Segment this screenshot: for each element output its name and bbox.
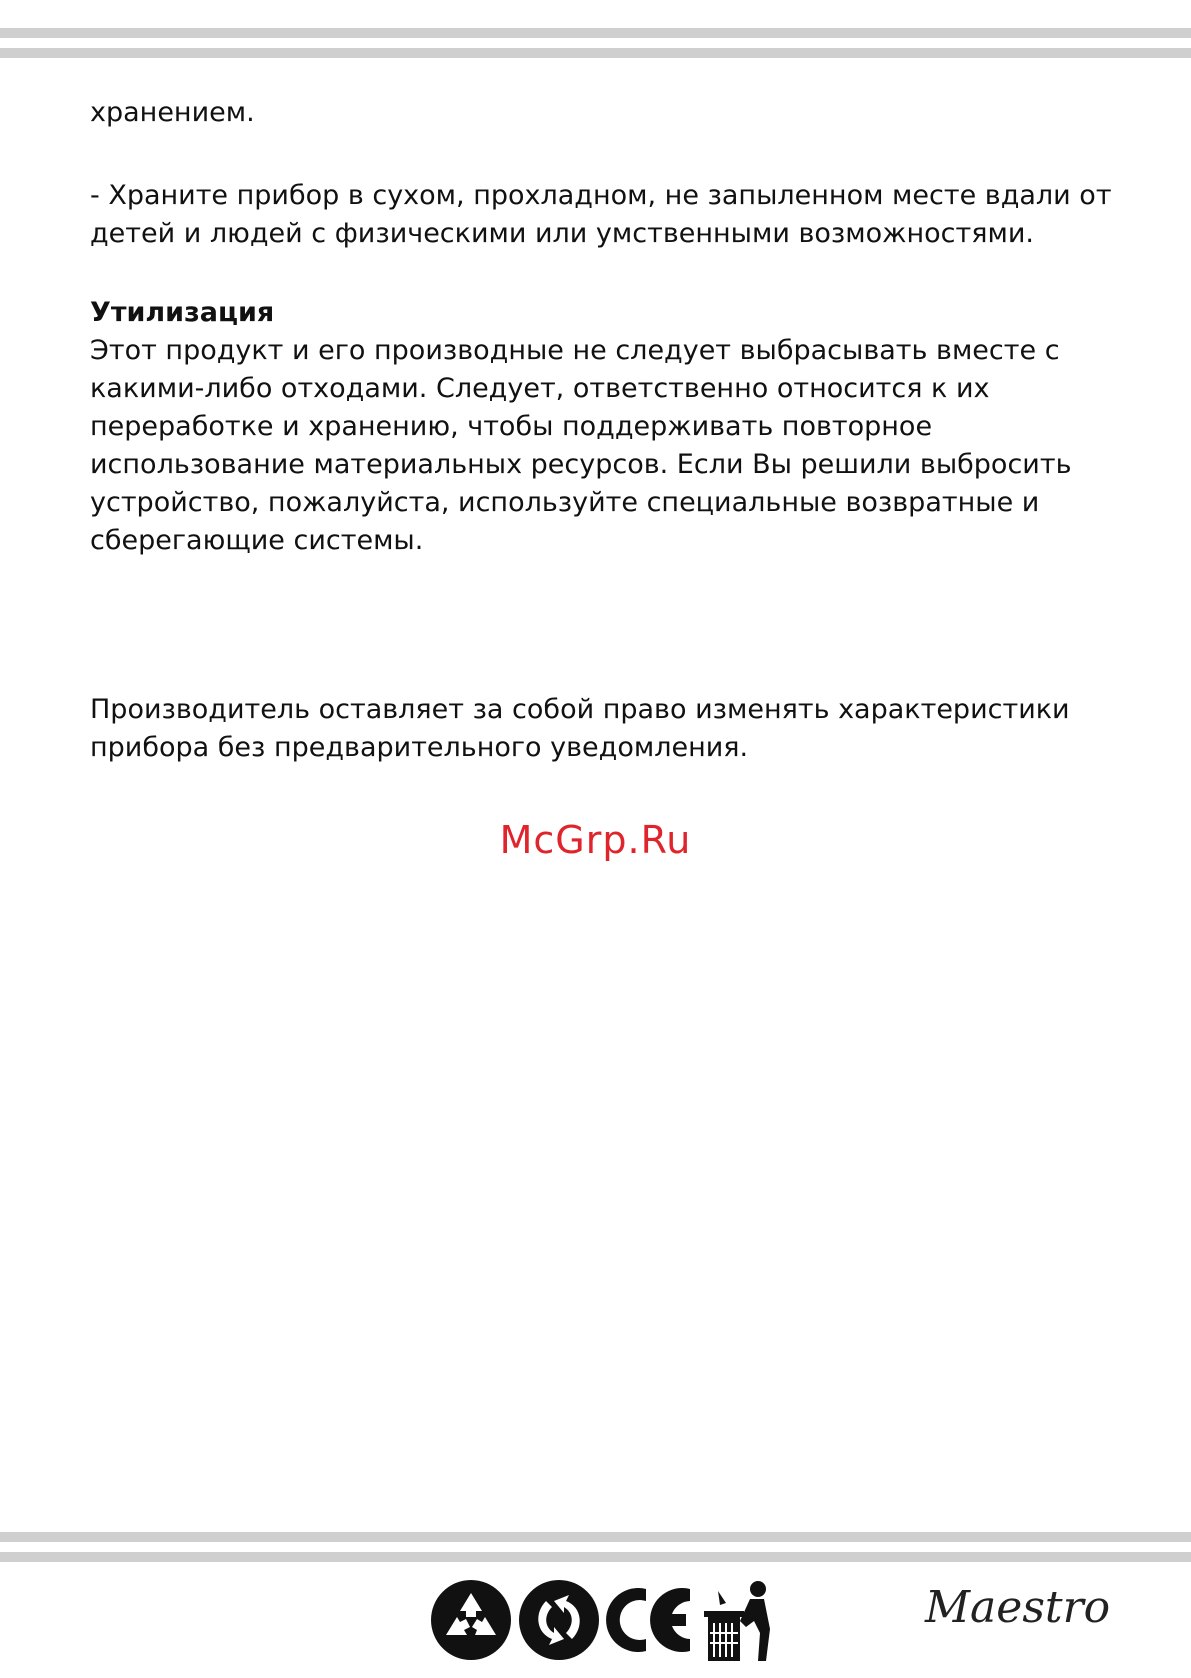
section-heading-disposal: Утилизация bbox=[90, 297, 275, 328]
paragraph-disposal: Этот продукт и его производные не следует выбрасывать вместе с какими-либо отходами. Следует, ответственно относится к их переработке и хранению, чтобы поддерживать повторное использование материальных ресурсов. Если Вы решили выбросить устройство, пожалуйста, используйте специальные возвратные и сберегающие системы. bbox=[90, 335, 1072, 556]
header-rule-1 bbox=[0, 28, 1191, 38]
header-rule-2 bbox=[0, 48, 1191, 58]
footer-rule-1 bbox=[0, 1532, 1191, 1542]
tidyman-bin-icon bbox=[700, 1577, 780, 1663]
paragraph-storage-end: хранением. bbox=[90, 97, 255, 128]
brand-logo: Maestro bbox=[925, 1582, 1111, 1633]
green-dot-icon bbox=[518, 1579, 600, 1661]
watermark: McGrp.Ru bbox=[499, 818, 692, 862]
paragraph-storage-instructions: - Храните прибор в сухом, прохладном, не запыленном месте вдали от детей и людей с физическими или умственными возможностями. bbox=[90, 180, 1112, 249]
recycle-icon bbox=[430, 1579, 512, 1661]
footer-icons bbox=[430, 1575, 780, 1665]
ce-mark-icon bbox=[606, 1579, 694, 1661]
footer-rule-2 bbox=[0, 1552, 1191, 1562]
paragraph-manufacturer-notice: Производитель оставляет за собой право изменять характеристики прибора без предварительного уведомления. bbox=[90, 694, 1070, 763]
